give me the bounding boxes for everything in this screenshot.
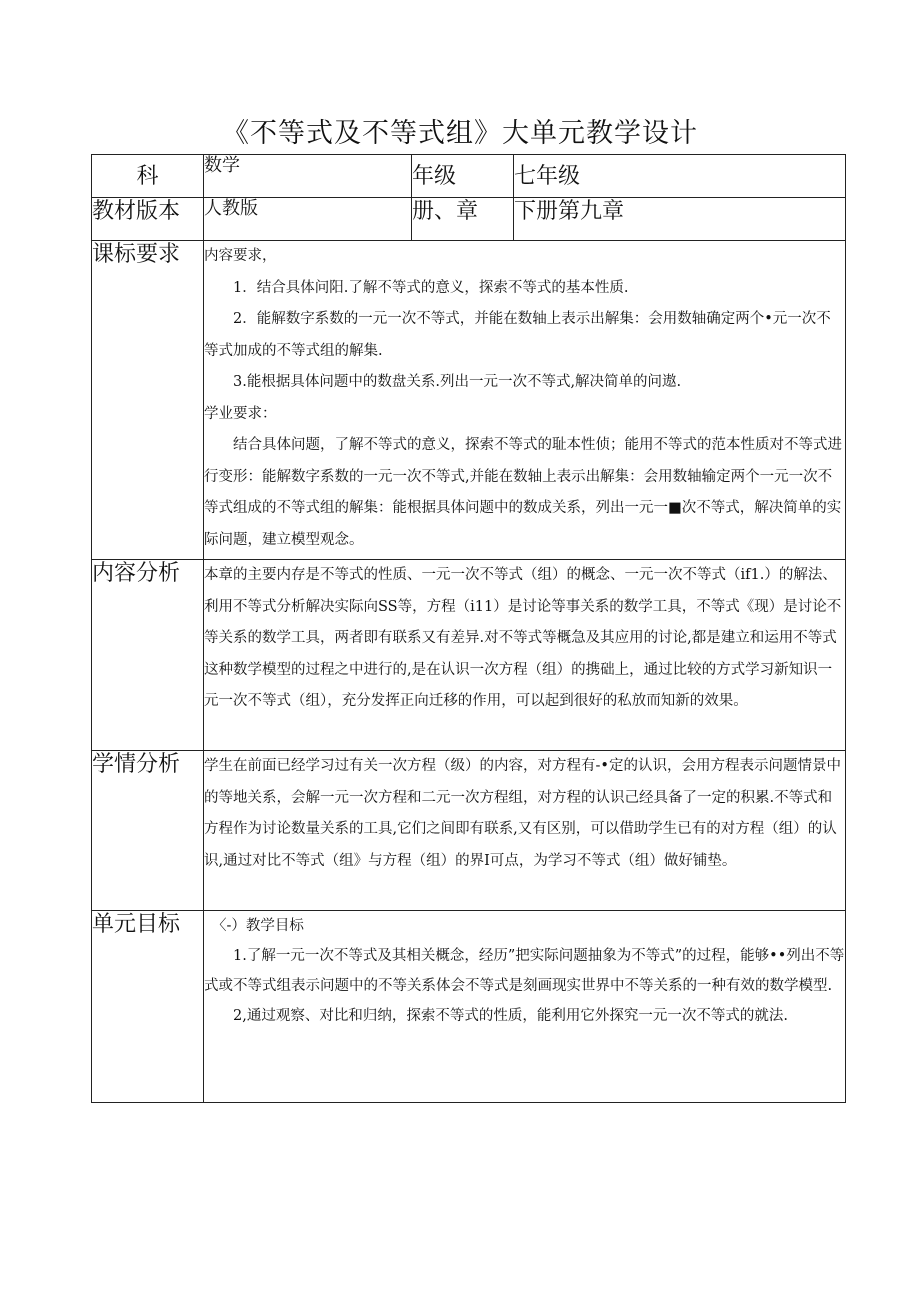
- requirement-item-3: 3.能根据具体问题中的数盘关系.列出一元一次不等式,解决简单的问遨.: [233, 374, 682, 390]
- requirement-item-2: 2．能解数字系数的一元一次不等式，并能在数轴上表示出解集：会用数轴确定两个•元一次不等式加成的不等式组的解集.: [204, 311, 831, 359]
- unit-goals-content: [204, 911, 846, 1103]
- grade-value: 七年级: [514, 155, 846, 198]
- page-title: 《不等式及不等式组》大单元教学设计: [222, 118, 698, 149]
- curriculum-row: [92, 241, 846, 560]
- unit-goals-label: 单元目标: [92, 911, 204, 1103]
- content-analysis-text: 本章的主要内存是不等式的性质、一元一次不等式（组）的概念、一元一次不等式（if1.）的解法、利用不等式分析解决实际向SS等，方程（i11）是讨论等事关系的数学工具，不等式《现）是讨论不等关系的数学工具，两者即有联系又有差异.对不等式等概急及其应用的讨论,都是建立和运用不等式这种数学模型的过程之中进行的,是在认识一次方程（组）的携础上，通过比较的方式学习新知识一元一次不等式（组），充分发挥正向迁移的作用，可以起到很好的私放而知新的效果。: [204, 560, 846, 751]
- lesson-design-table: [91, 154, 846, 1103]
- requirement-item-1: 1．结合具体问阳.了解不等式的意义，探索不等式的基本性质.: [233, 279, 629, 296]
- teaching-goals-heading: 〈-）教学目标: [212, 918, 304, 934]
- edition-label: 教材版本: [92, 198, 204, 241]
- subject-label: 科: [92, 155, 204, 198]
- academic-requirement-heading: 学业要求：: [204, 405, 277, 422]
- chapter-value: 下册第九章: [514, 198, 846, 241]
- edition-row: [92, 198, 846, 241]
- student-analysis-row: [92, 751, 846, 911]
- edition-value: 人教版: [204, 198, 412, 241]
- goal-item-1: 1.了解一元一次不等式及其相关概念，经历”把实际问题抽象为不等式”的过程，能够••列出不等式或不等式组表示问题中的不等关系体会不等式是刻画现实世界中不等关系的一种有效的数学模型.: [204, 948, 845, 994]
- subject-value: 数学: [204, 155, 412, 198]
- content-analysis-label: 内容分析: [92, 560, 204, 751]
- curriculum-label: 课标要求: [92, 241, 204, 560]
- goal-item-2: 2,通过观察、对比和归纳，探索不等式的性质，能利用它外探究一元一次不等式的就法.: [233, 1008, 788, 1024]
- subject-row: [92, 155, 846, 198]
- grade-label: 年级: [412, 155, 514, 198]
- student-analysis-text: 学生在前面已经学习过有关一次方程（级）的内容，对方程有-•定的认识，会用方程表示问题情景中的等地关系，会解一元一次方程和二元一次方程组，对方程的认识己经具备了一定的积累.不等式和方程作为讨论数量关系的工具,它们之间即有联系,又有区别，可以借助学生已有的对方程（组）的认识,通过对比不等式（组》与方程（组）的界I可点，为学习不等式（组）做好铺垫。: [204, 751, 846, 911]
- content-analysis-row: [92, 560, 846, 751]
- student-analysis-label: 学情分析: [92, 751, 204, 911]
- unit-goals-row: [92, 911, 846, 1103]
- content-requirement-heading: 内容要求，: [204, 248, 277, 264]
- chapter-label: 册、章: [412, 198, 514, 241]
- academic-requirement-text: 结合具体问题，了解不等式的意义，探索不等式的耻本性侦；能用不等式的范本性质对不等式进行变形：能解数字系数的一元一次不等式,并能在数轴上表示出解集：会用数轴输定两个一元一次不等式组成的不等式组的解集：能根据具体问题中的数成关系，列出一元一■次不等式，解决简单的实际问题，建立模型观念。: [204, 437, 842, 548]
- curriculum-content: [204, 241, 846, 560]
